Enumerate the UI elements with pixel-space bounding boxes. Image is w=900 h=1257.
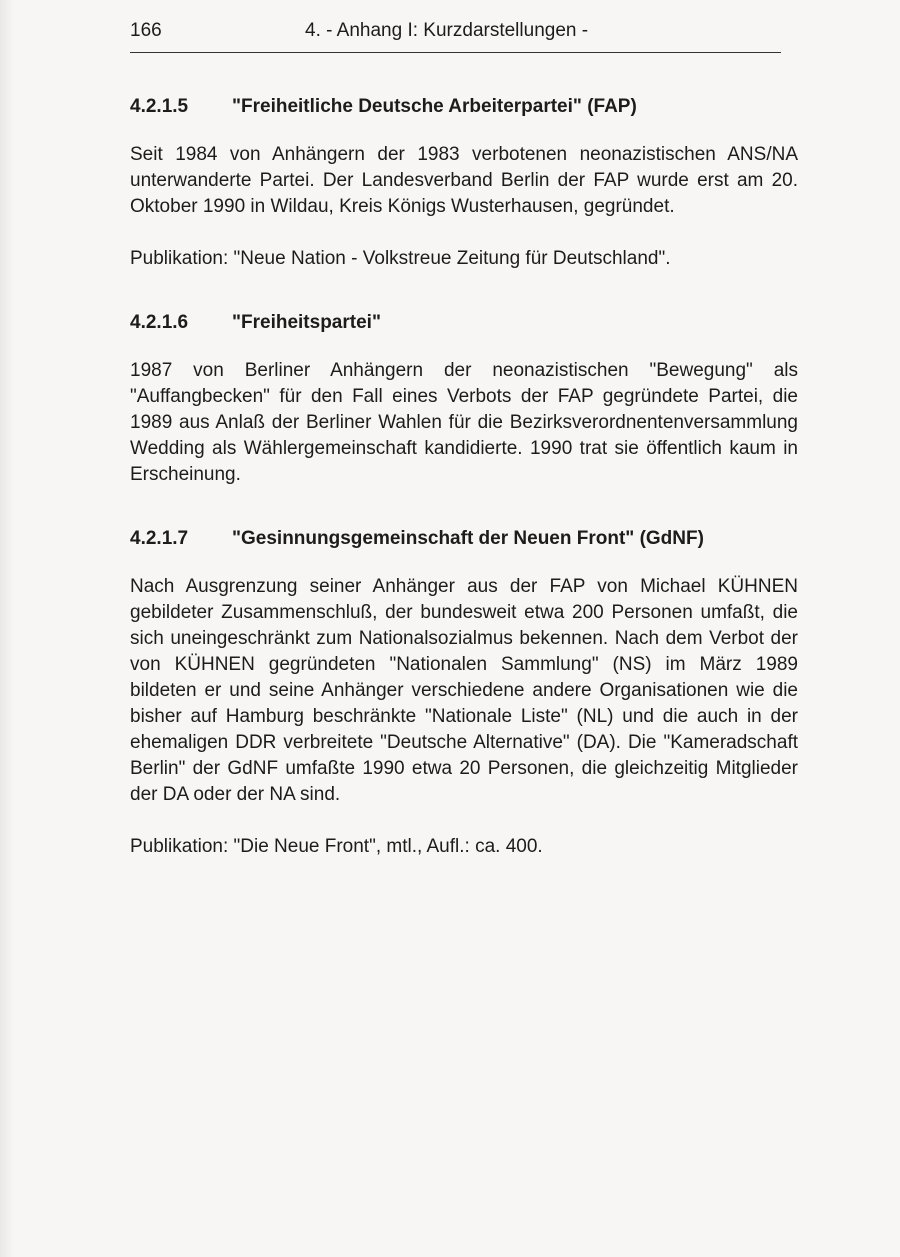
section-number: 4.2.1.6 — [130, 312, 189, 333]
section-title: "Freiheitliche Deutsche Arbeiterpartei" (FAP) — [232, 96, 637, 117]
section-number: 4.2.1.5 — [130, 96, 189, 117]
section-number: 4.2.1.7 — [130, 528, 189, 549]
publication-note: Publikation: "Neue Nation - Volkstreue Zeitung für Deutschland". — [130, 248, 671, 269]
chapter-title: 4. - Anhang I: Kurzdarstellungen - — [305, 20, 589, 41]
publication-note: Publikation: "Die Neue Front", mtl., Aufl.: ca. 400. — [130, 836, 543, 857]
page-content — [130, 94, 798, 860]
section-fap — [130, 94, 798, 272]
section-heading — [130, 310, 798, 336]
header-rule — [130, 52, 781, 53]
section-freiheitspartei — [130, 310, 798, 488]
section-paragraph: 1987 von Berliner Anhängern der neonazistischen "Bewegung" als "Auffangbecken" für den Fall eines Verbots der FAP gegründete Partei, die 1989 aus Anlaß der Berliner Wahlen für die Bezirksverordnentenversammlung Wedding als Wählergemeinschaft kandidierte. 1990 trat sie öffentlich kaum in Erscheinung. — [130, 360, 798, 485]
section-paragraph: Seit 1984 von Anhängern der 1983 verbotenen neonazistischen ANS/NA unterwanderte Partei. Der Landesverband Berlin der FAP wurde erst am 20. Oktober 1990 in Wildau, Kreis Königs Wusterhausen, gegründet. — [130, 144, 798, 217]
section-gdnf — [130, 526, 798, 860]
section-heading — [130, 526, 798, 552]
page-edge-shadow — [0, 0, 14, 1257]
running-header — [130, 18, 780, 44]
section-paragraph: Nach Ausgrenzung seiner Anhänger aus der FAP von Michael KÜHNEN gebildeter Zusammenschluß, der bundesweit etwa 200 Personen umfaßt, die sich uneingeschränkt zum Nationalsozialmus bekennen. Nach dem Verbot der von KÜHNEN gegründeten "Nationalen Sammlung" (NS) im März 1989 bildeten er und seine Anhänger verschiedene andere Organisationen wie die bisher auf Hamburg beschränkte "Nationale Liste" (NL) und die auch in der ehemaligen DDR verbreitete "Deutsche Alternative" (DA). Die "Kameradschaft Berlin" der GdNF umfaßte 1990 etwa 20 Personen, die gleichzeitig Mitglieder der DA oder der NA sind. — [130, 576, 798, 805]
section-heading — [130, 94, 798, 120]
section-title: "Gesinnungsgemeinschaft der Neuen Front" (GdNF) — [232, 528, 704, 549]
page-number: 166 — [130, 20, 162, 41]
section-title: "Freiheitspartei" — [232, 312, 381, 333]
